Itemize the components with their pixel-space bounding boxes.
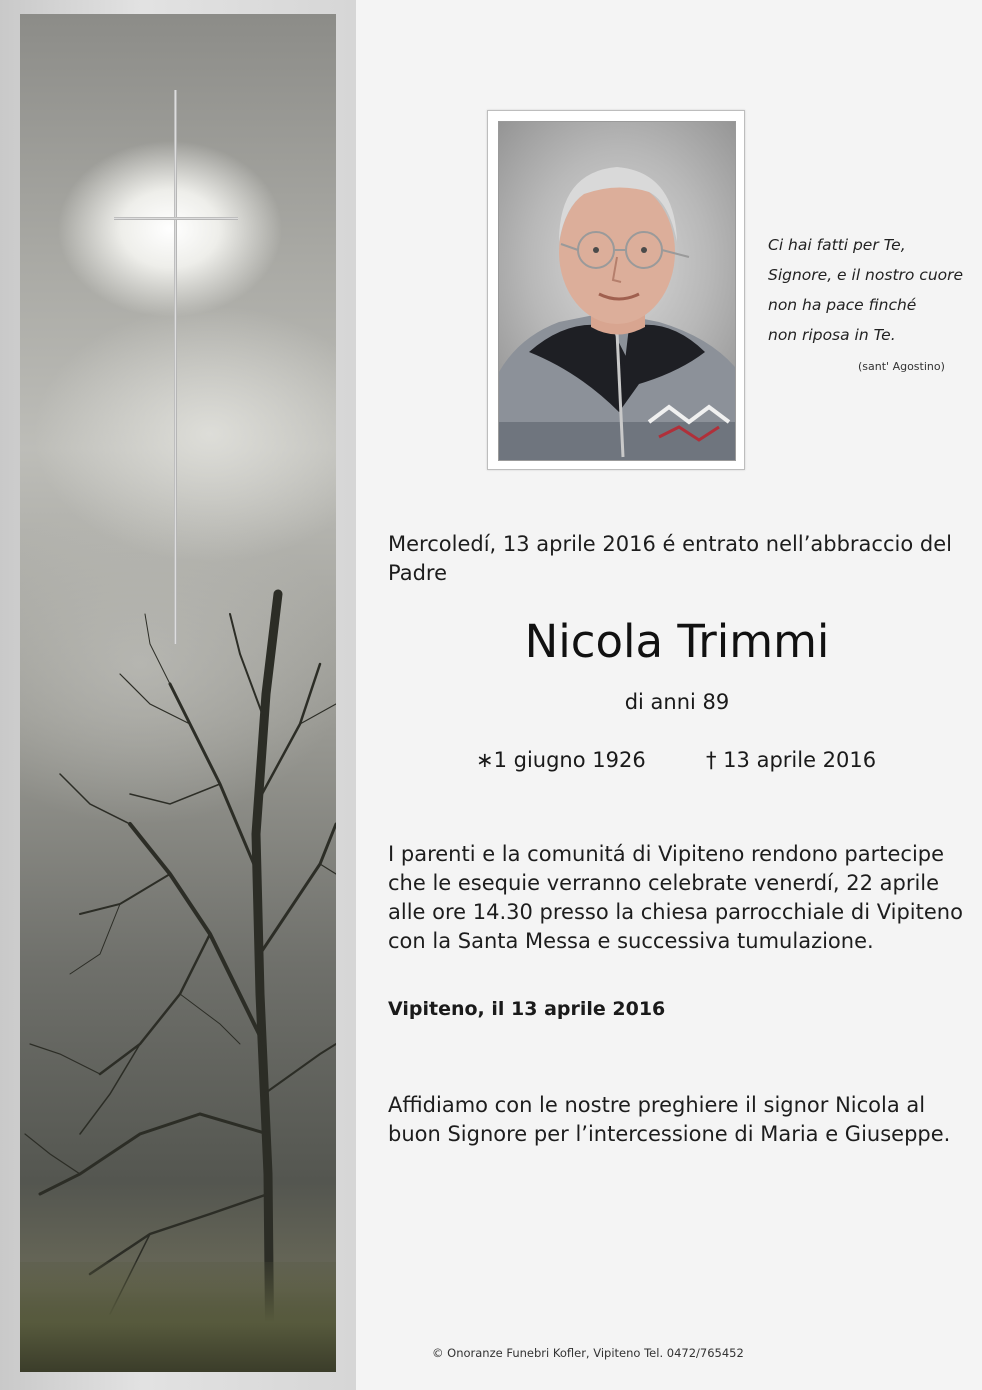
- side-image-frame: [0, 0, 356, 1390]
- birth-date: ∗1 giugno 1926: [476, 748, 646, 772]
- portrait-frame: [487, 110, 745, 470]
- field-ground: [20, 1262, 336, 1372]
- place-date: Vipiteno, il 13 aprile 2016: [388, 998, 666, 1020]
- quote-line: Signore, e il nostro cuore: [768, 266, 964, 284]
- death-date: † 13 aprile 2016: [706, 748, 877, 772]
- footer-credit: © Onoranze Funebri Kofler, Vipiteno Tel. 0472/765452: [432, 1346, 744, 1360]
- deceased-age: di anni 89: [624, 690, 730, 714]
- portrait-figure: [499, 122, 735, 460]
- deceased-name: Nicola Trimmi: [524, 615, 830, 668]
- closing-prayer: Affidiamo con le nostre preghiere il signor Nicola al buon Signore per l’intercessione di Maria e Giuseppe.: [388, 1093, 951, 1146]
- cross-icon: [174, 90, 177, 644]
- sky-tree-image: [20, 14, 336, 1372]
- tree-silhouette: [20, 574, 336, 1372]
- quote-line: Ci hai fatti per Te,: [768, 236, 906, 254]
- announcement-intro: Mercoledí, 13 aprile 2016 é entrato nell’abbraccio del Padre: [388, 532, 952, 585]
- funeral-details: I parenti e la comunitá di Vipiteno rendono partecipe che le esequie verranno celebrate venerdí, 22 aprile alle ore 14.30 presso la chiesa parrocchiale di Vipiteno con la Santa Messa e successiva tumulazione.: [388, 842, 963, 953]
- quote-block: [768, 230, 964, 350]
- quote-line: non riposa in Te.: [768, 326, 896, 344]
- quote-line: non ha pace finché: [768, 296, 917, 314]
- quote-source: (sant' Agostino): [858, 360, 945, 373]
- portrait-photo: [498, 121, 736, 461]
- cross-icon-bar: [114, 217, 238, 220]
